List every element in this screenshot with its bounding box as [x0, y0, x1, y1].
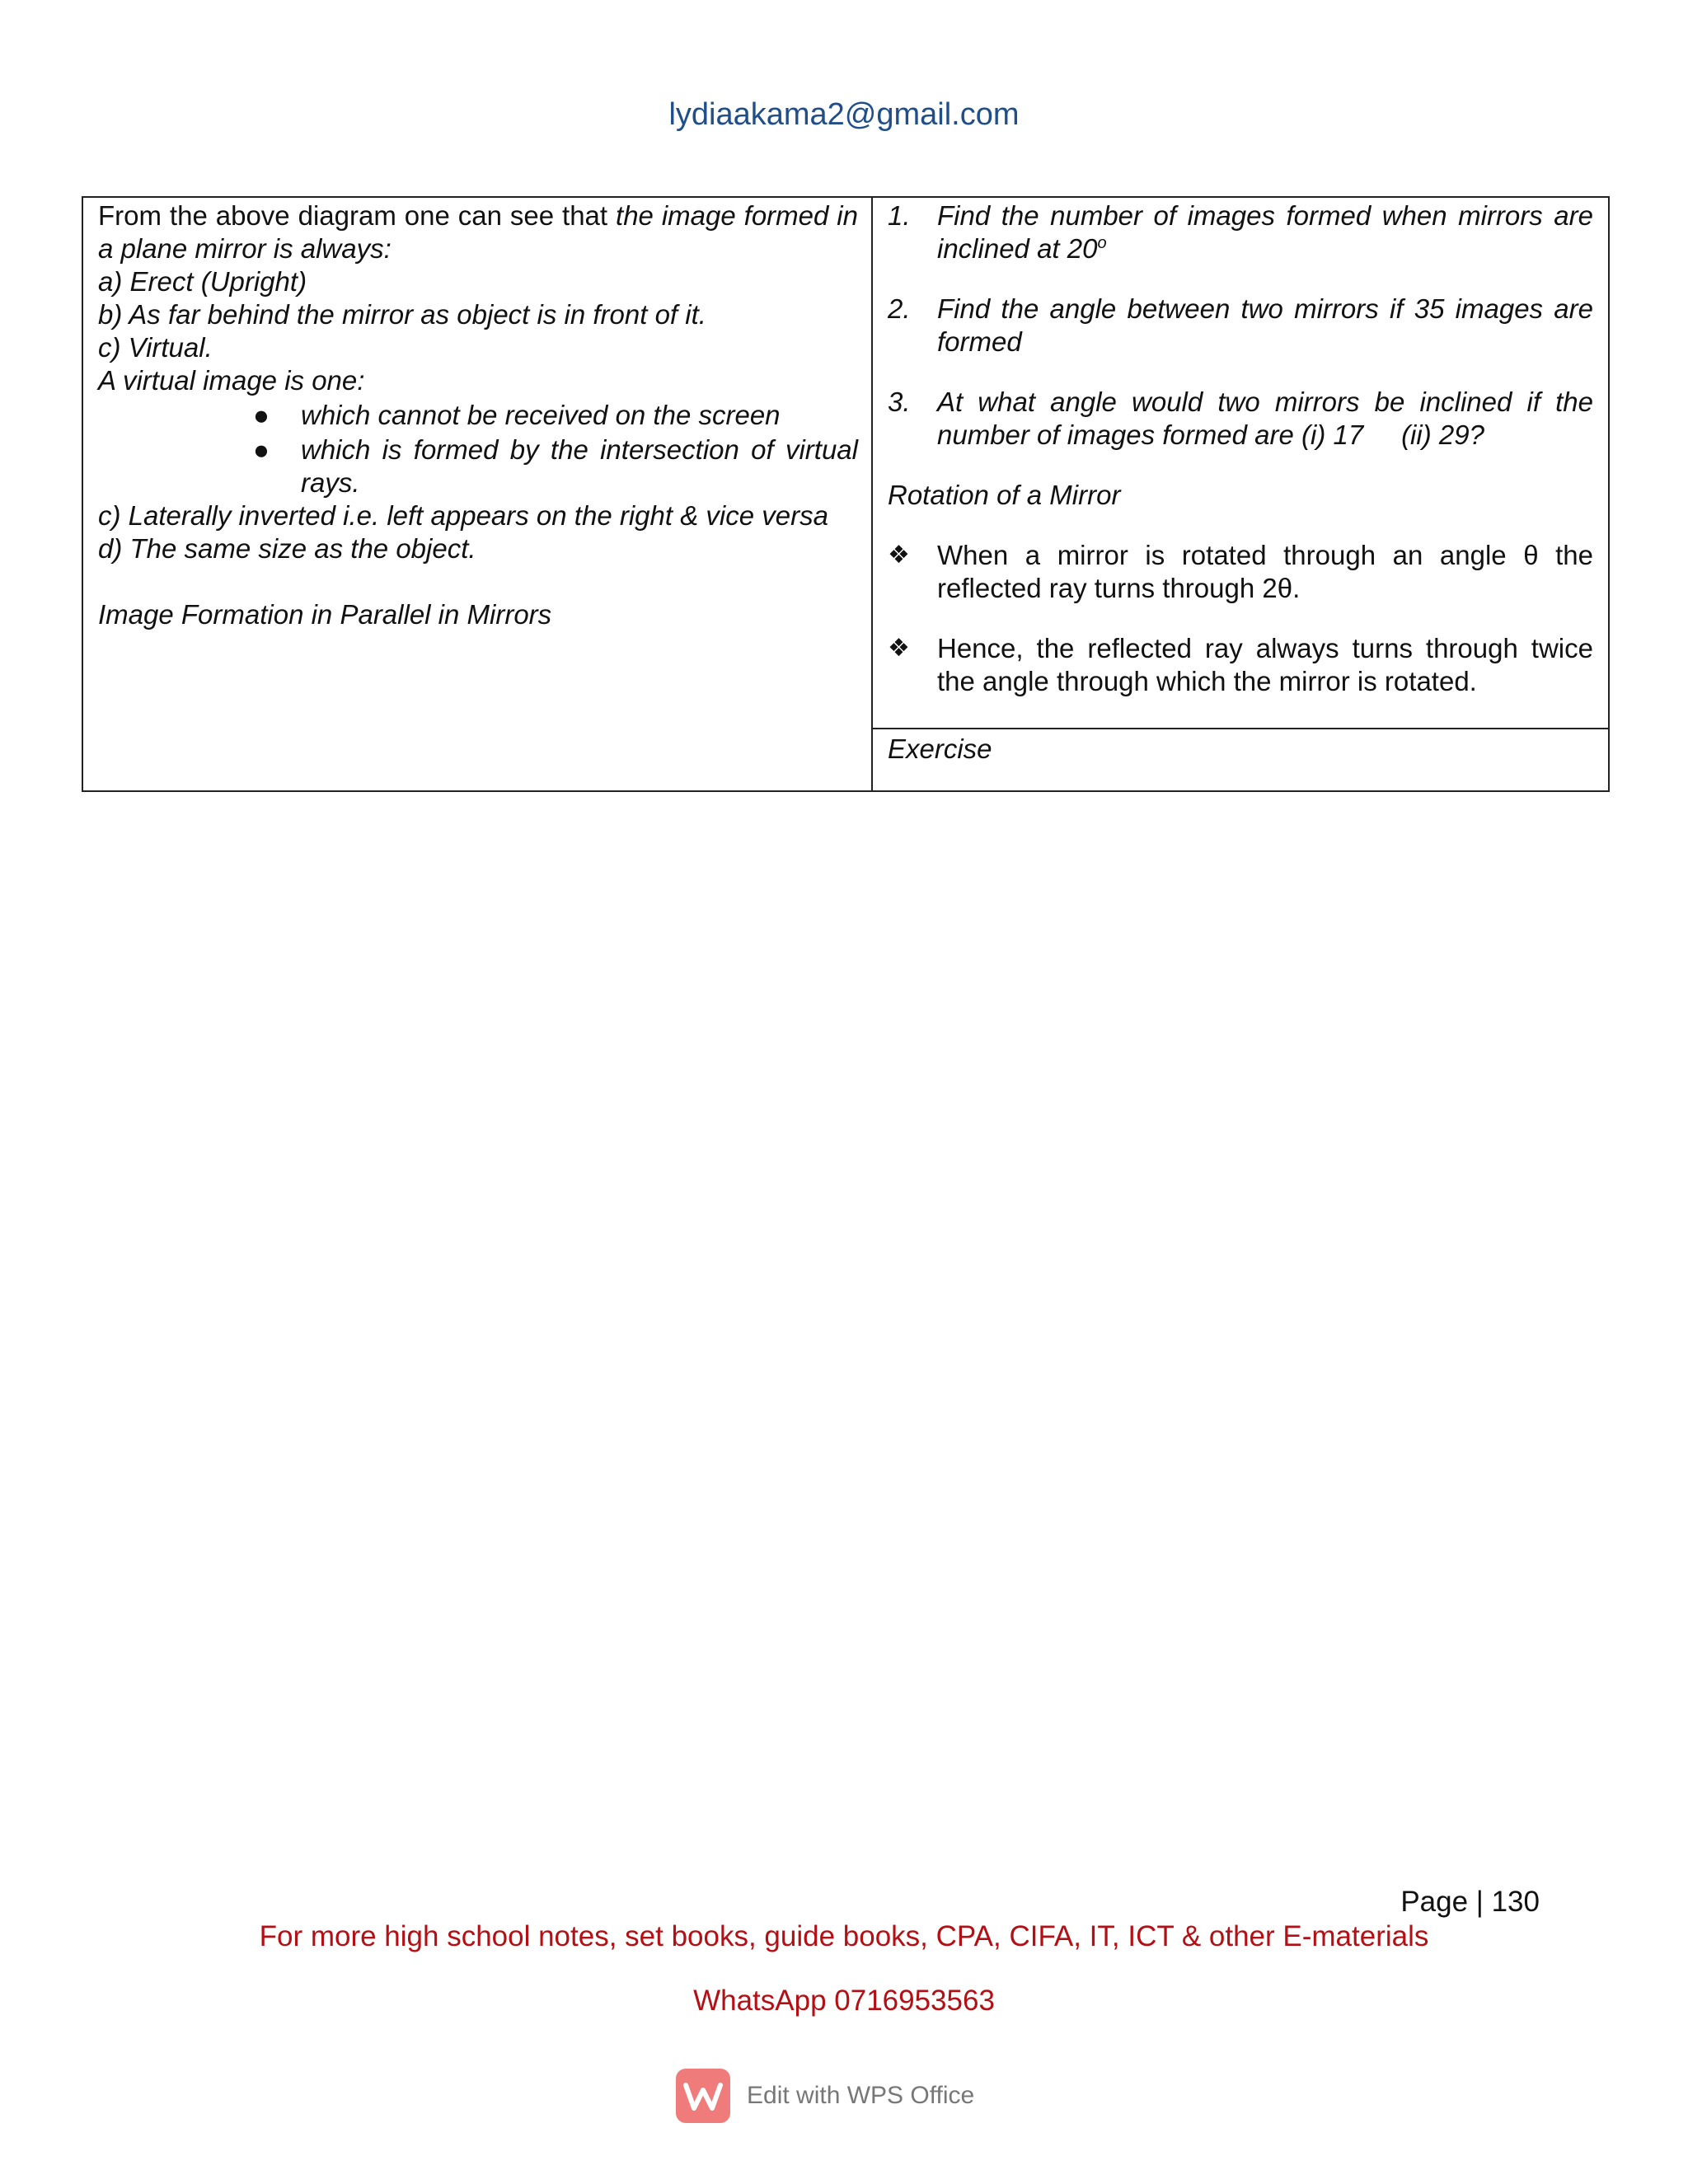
wps-edit-label: Edit with WPS Office: [747, 2082, 975, 2109]
header-email: lydiaakama2@gmail.com: [668, 97, 1020, 132]
bullet-item: [253, 399, 858, 432]
property-item: c) Virtual.: [98, 332, 213, 363]
right-column: [873, 198, 1608, 790]
wps-w-logo-icon: [676, 2069, 730, 2123]
property-list-2: [98, 499, 858, 565]
property-item: c) Laterally inverted i.e. left appears on the right & vice versa: [98, 500, 828, 531]
intro-italic-text: the image formed in a plane mirror is always:: [98, 200, 858, 264]
bullet-text: which cannot be received on the screen: [301, 400, 781, 430]
bullet-dot-icon: ●: [253, 400, 270, 430]
whatsapp-text: WhatsApp 0716953563: [693, 1985, 995, 2017]
question-item: [888, 293, 1593, 359]
question-item: [888, 199, 1593, 265]
question-text: At what angle would two mirrors be inclined if the number of images formed are (i) 17 (ii) 29?: [937, 387, 1601, 450]
question-text: Find the number of images formed when mirrors are inclined at 20: [937, 200, 1593, 264]
property-item: a) Erect (Upright): [98, 266, 307, 297]
right-bottom-cell: [873, 729, 1608, 790]
virtual-definition: A virtual image is one:: [98, 365, 365, 396]
four-diamond-star-icon: ❖: [888, 635, 910, 662]
property-item: d) The same size as the object.: [98, 533, 476, 564]
question-number: 1.: [888, 200, 911, 231]
virtual-bullets: [98, 399, 858, 499]
property-list: [98, 265, 858, 397]
degree-superscript: o: [1097, 234, 1107, 252]
rotation-point: [888, 539, 1593, 605]
left-column: [83, 198, 873, 790]
question-item: [888, 386, 1601, 452]
four-diamond-star-icon: ❖: [888, 541, 910, 569]
promo-text: For more high school notes, set books, guide books, CPA, CIFA, IT, ICT & other E-materials: [259, 1920, 1429, 1952]
rotation-point-text: When a mirror is rotated through an angle θ the reflected ray turns through 2θ.: [937, 540, 1593, 603]
right-top-cell: [873, 198, 1608, 729]
rotation-point-text: Hence, the reflected ray always turns through twice the angle through which the mirror is rotated.: [937, 633, 1593, 696]
rotation-point: [888, 632, 1593, 698]
bullet-dot-icon: ●: [253, 434, 270, 465]
property-item: b) As far behind the mirror as object is in front of it.: [98, 299, 706, 330]
question-number: 2.: [888, 293, 911, 324]
section-heading: Image Formation in Parallel in Mirrors: [98, 599, 552, 630]
question-text: Find the angle between two mirrors if 35 images are formed: [937, 293, 1593, 357]
rotation-heading: Rotation of a Mirror: [888, 480, 1121, 510]
exercise-heading: Exercise: [888, 733, 992, 764]
bullet-item: [253, 434, 858, 499]
content-table: [82, 196, 1610, 792]
page-number: Page | 130: [1400, 1886, 1540, 1918]
question-number: 3.: [888, 387, 911, 417]
wps-edit-banner[interactable]: [676, 2069, 974, 2123]
bullet-text: which is formed by the intersection of virtual rays.: [301, 434, 858, 498]
intro-plain-text: From the above diagram one can see that: [98, 200, 617, 231]
intro-paragraph: [98, 199, 858, 265]
